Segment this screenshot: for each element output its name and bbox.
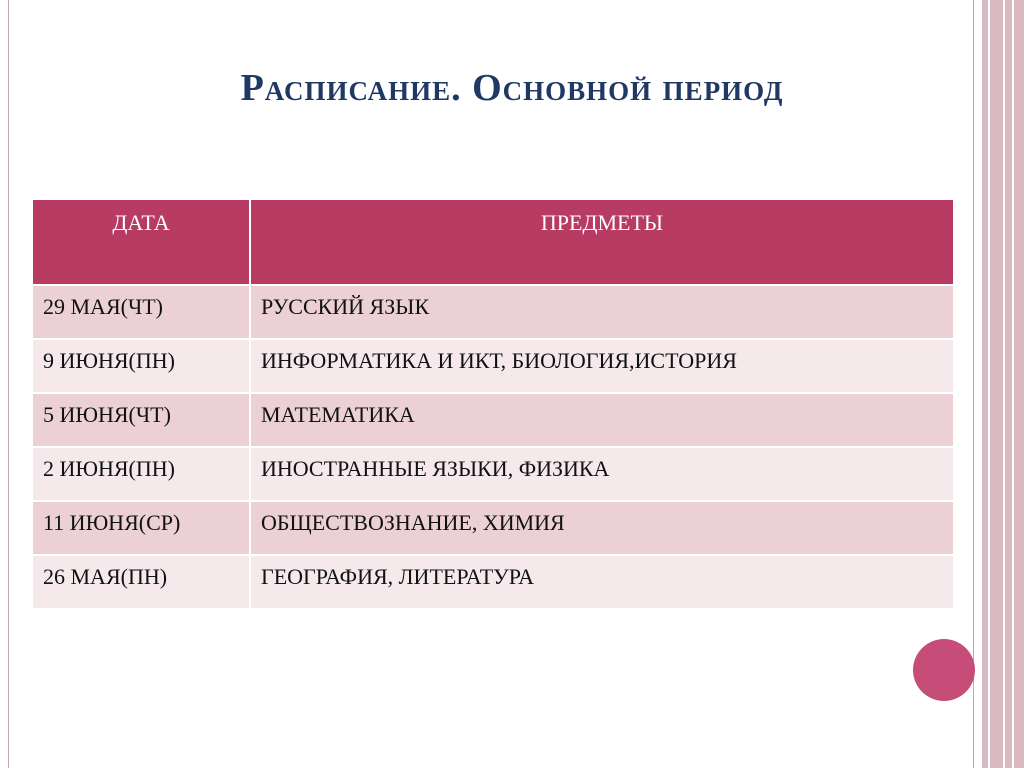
cell-date: 26 МАЯ(ПН) bbox=[32, 555, 250, 609]
decorative-circle bbox=[913, 639, 975, 701]
table-header-row bbox=[32, 199, 954, 285]
table-row bbox=[32, 339, 954, 393]
cell-subjects: ГЕОГРАФИЯ, ЛИТЕРАТУРА bbox=[250, 555, 954, 609]
header-subjects: ПРЕДМЕТЫ bbox=[250, 199, 954, 285]
cell-date: 11 ИЮНЯ(СР) bbox=[32, 501, 250, 555]
cell-subjects: ИНФОРМАТИКА И ИКТ, БИОЛОГИЯ,ИСТОРИЯ bbox=[250, 339, 954, 393]
cell-subjects: ИНОСТРАННЫЕ ЯЗЫКИ, ФИЗИКА bbox=[250, 447, 954, 501]
right-frame-line bbox=[973, 0, 974, 768]
table-row bbox=[32, 501, 954, 555]
cell-subjects: РУССКИЙ ЯЗЫК bbox=[250, 285, 954, 339]
slide-title: Расписание. Основной период bbox=[240, 67, 784, 109]
cell-date: 29 МАЯ(ЧТ) bbox=[32, 285, 250, 339]
left-frame-line bbox=[8, 0, 9, 768]
table-row bbox=[32, 447, 954, 501]
cell-date: 5 ИЮНЯ(ЧТ) bbox=[32, 393, 250, 447]
table-row bbox=[32, 393, 954, 447]
cell-subjects: ОБЩЕСТВОЗНАНИЕ, ХИМИЯ bbox=[250, 501, 954, 555]
header-date: ДАТА bbox=[32, 199, 250, 285]
side-stripe bbox=[988, 0, 990, 768]
schedule-table bbox=[31, 198, 955, 610]
cell-date: 9 ИЮНЯ(ПН) bbox=[32, 339, 250, 393]
side-stripe bbox=[1012, 0, 1014, 768]
cell-date: 2 ИЮНЯ(ПН) bbox=[32, 447, 250, 501]
table-row bbox=[32, 555, 954, 609]
table-row bbox=[32, 285, 954, 339]
side-stripe bbox=[1003, 0, 1005, 768]
cell-subjects: МАТЕМАТИКА bbox=[250, 393, 954, 447]
